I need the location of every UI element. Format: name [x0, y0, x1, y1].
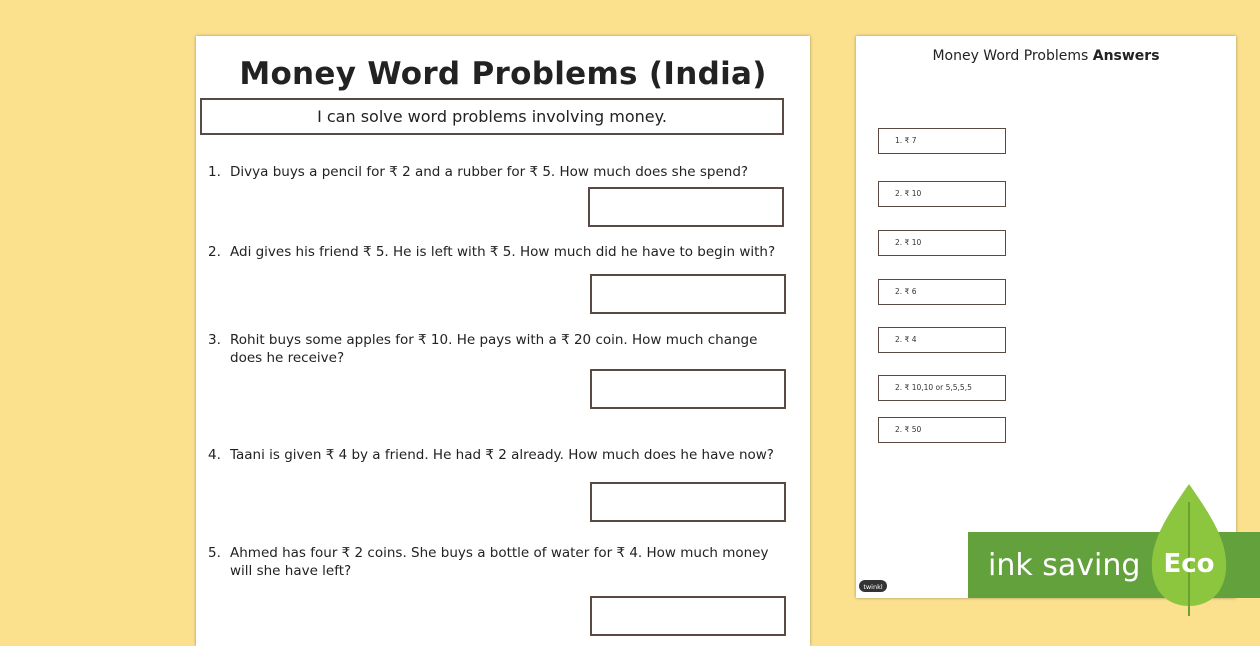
question-text: Adi gives his friend ₹ 5. He is left with ₹ 5. How much did he have to begin with? [230, 244, 776, 260]
question-5 [208, 544, 798, 580]
objective-text: I can solve word problems involving money. [317, 107, 667, 126]
eco-label: Eco [1163, 549, 1215, 579]
answer-box-4[interactable] [590, 482, 786, 522]
answer-item: 2. ₹ 6 [878, 279, 1006, 305]
objective-box [200, 98, 784, 135]
answer-item: 2. ₹ 10 [878, 181, 1006, 207]
question-number: 5. [208, 545, 221, 561]
answer-item: 2. ₹ 4 [878, 327, 1006, 353]
worksheet-page [196, 36, 810, 646]
answer-box-5[interactable] [590, 596, 786, 636]
question-3 [208, 331, 798, 367]
question-4 [208, 446, 798, 464]
question-text: Taani is given ₹ 4 by a friend. He had ₹ 2 already. How much does he have now? [230, 447, 774, 463]
twinkl-logo-icon [858, 578, 888, 594]
question-number: 2. [208, 244, 221, 260]
worksheet-title: Money Word Problems (India) [239, 56, 767, 92]
question-2 [208, 243, 798, 261]
answer-item: 1. ₹ 7 [878, 128, 1006, 154]
answers-title-plain: Money Word Problems [932, 48, 1089, 64]
question-text: Rohit buys some apples for ₹ 10. He pays with a ₹ 20 coin. How much change [230, 332, 758, 348]
question-number: 1. [208, 164, 221, 180]
answer-item: 2. ₹ 10 [878, 230, 1006, 256]
answer-box-3[interactable] [590, 369, 786, 409]
question-text-cont: will she have left? [230, 563, 352, 579]
question-text: Divya buys a pencil for ₹ 2 and a rubber for ₹ 5. How much does she spend? [230, 164, 749, 180]
eco-leaf-icon [1146, 482, 1232, 618]
question-text-cont: does he receive? [230, 350, 345, 366]
question-text: Ahmed has four ₹ 2 coins. She buys a bottle of water for ₹ 4. How much money [230, 545, 769, 561]
answer-item: 2. ₹ 50 [878, 417, 1006, 443]
logo-text: twinkl [863, 583, 883, 591]
question-1 [208, 163, 798, 181]
answers-title [856, 48, 1236, 64]
answer-box-1[interactable] [588, 187, 784, 227]
answer-item: 2. ₹ 10,10 or 5,5,5,5 [878, 375, 1006, 401]
ink-saving-label: ink saving [988, 547, 1141, 583]
question-number: 4. [208, 447, 221, 463]
answer-box-2[interactable] [590, 274, 786, 314]
answers-title-bold: Answers [1092, 48, 1160, 64]
question-number: 3. [208, 332, 221, 348]
